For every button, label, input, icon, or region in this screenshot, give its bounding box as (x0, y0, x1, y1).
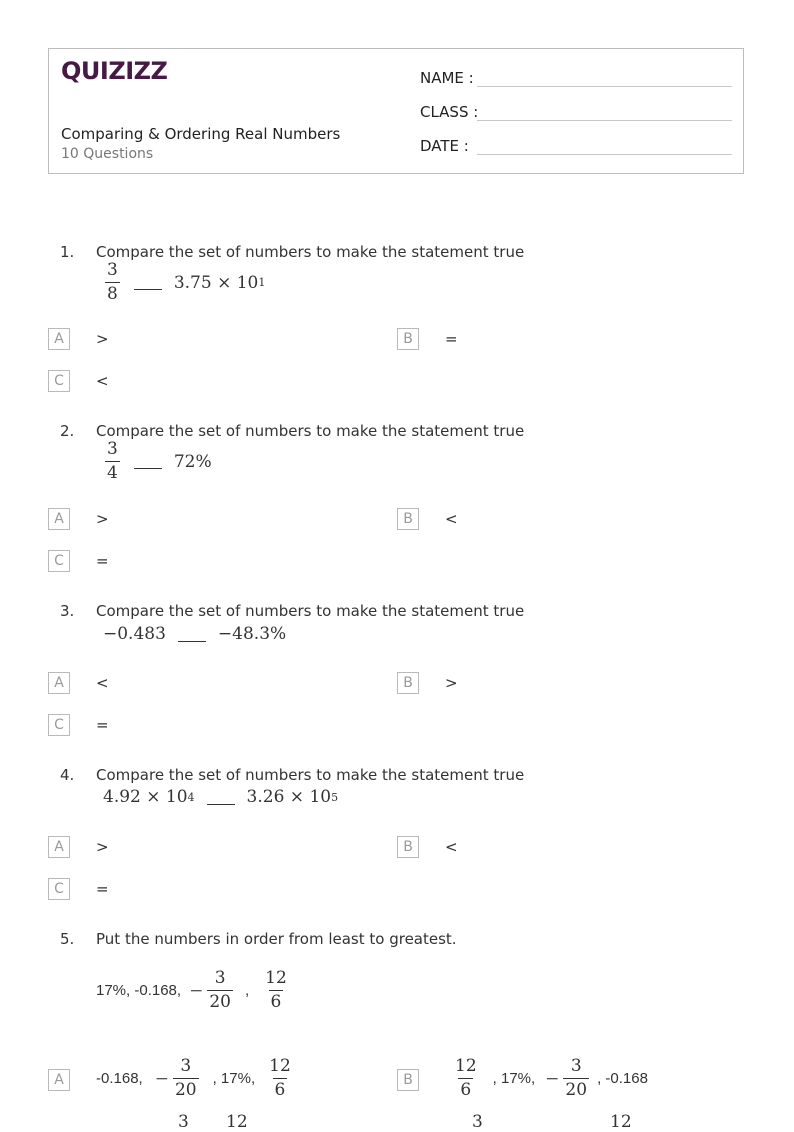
option-b-text: < (445, 510, 458, 528)
answer-blank (134, 454, 162, 469)
fraction: $\frac{12}{6}$ (455, 1056, 477, 1100)
option-c-text: < (96, 372, 109, 390)
fraction: $\frac{3}{20}$ (209, 968, 231, 1012)
name-line[interactable] (477, 70, 732, 87)
option-a-text: > (96, 838, 109, 856)
fraction: $\frac{3}{8}$ (107, 260, 118, 304)
right-value: 72% (173, 451, 212, 472)
question-5-number: 5. (60, 930, 75, 948)
right-value: 3.75 × 10 (173, 272, 259, 293)
fraction: $\frac{12}{6}$ (269, 1056, 291, 1100)
option-d-partial-fraction: 3 (472, 1112, 483, 1132)
right-exponent: 5 (331, 790, 339, 804)
option-a-text: -0.168, − $\frac{3}{20}$ , 17%, $\frac{12}{6}$ (96, 1056, 291, 1100)
option-a-text: < (96, 674, 109, 692)
question-3-math (103, 624, 286, 644)
left-value: 4.92 × 10 (103, 787, 188, 807)
question-5-sequence: 17%, -0.168, − $\frac{3}{20}$ , $\frac{12}{6}$ (96, 968, 287, 1012)
class-line[interactable] (477, 104, 732, 121)
option-c-partial-fraction: 12 (226, 1112, 248, 1132)
option-b-box[interactable]: B (397, 836, 419, 858)
option-b-box[interactable]: B (397, 672, 419, 694)
question-3-number: 3. (60, 602, 75, 620)
left-value: −0.483 (103, 624, 166, 644)
fraction: $\frac{3}{20}$ (565, 1056, 588, 1100)
option-b-text: > (445, 674, 458, 692)
option-a-box[interactable]: A (48, 672, 70, 694)
worksheet-title: Comparing & Ordering Real Numbers (61, 125, 341, 143)
option-d-partial-fraction: 12 (610, 1112, 632, 1132)
option-a-box[interactable]: A (48, 328, 70, 350)
option-b-box[interactable]: B (397, 508, 419, 530)
right-value: 3.26 × 10 (246, 787, 332, 807)
option-c-box[interactable]: C (48, 370, 70, 392)
option-a-box[interactable]: A (48, 1069, 70, 1091)
question-1-number: 1. (60, 243, 75, 261)
answer-blank (134, 275, 162, 290)
fraction: $\frac{3}{20}$ (174, 1056, 197, 1100)
class-label: CLASS : (420, 103, 479, 121)
option-c-box[interactable]: C (48, 714, 70, 736)
right-value: −48.3% (217, 624, 287, 644)
option-c-partial-fraction: 3 (178, 1112, 189, 1132)
option-c-box[interactable]: C (48, 878, 70, 900)
date-line[interactable] (477, 138, 732, 155)
name-label: NAME : (420, 69, 474, 87)
option-b-text: < (445, 838, 458, 856)
option-a-box[interactable]: A (48, 508, 70, 530)
class-field[interactable] (420, 103, 732, 121)
left-exponent: 4 (187, 790, 195, 804)
fraction: $\frac{3}{4}$ (107, 439, 118, 483)
option-c-text: = (96, 880, 109, 898)
question-2-math (103, 441, 212, 482)
date-field[interactable] (420, 137, 732, 155)
question-4-math (103, 787, 338, 807)
answer-blank (178, 627, 206, 642)
question-1-text: Compare the set of numbers to make the statement true (96, 243, 525, 261)
question-1-math (103, 262, 265, 303)
question-5-text: Put the numbers in order from least to greatest. (96, 930, 457, 948)
name-field[interactable] (420, 69, 732, 87)
quizizz-logo: QUIZIZZ (61, 57, 168, 85)
option-c-text: = (96, 716, 109, 734)
question-count: 10 Questions (61, 146, 154, 162)
option-b-text: = (445, 330, 458, 348)
answer-blank (207, 790, 235, 805)
question-3-text: Compare the set of numbers to make the statement true (96, 602, 525, 620)
option-a-box[interactable]: A (48, 836, 70, 858)
option-a-text: > (96, 510, 109, 528)
fraction: $\frac{12}{6}$ (265, 968, 287, 1012)
question-4-number: 4. (60, 766, 75, 784)
right-exponent: 1 (258, 276, 266, 289)
worksheet-header (48, 48, 744, 174)
option-b-box[interactable]: B (397, 328, 419, 350)
question-2-number: 2. (60, 422, 75, 440)
option-c-box[interactable]: C (48, 550, 70, 572)
question-4-text: Compare the set of numbers to make the statement true (96, 766, 525, 784)
option-c-text: = (96, 552, 109, 570)
option-a-text: > (96, 330, 109, 348)
date-label: DATE : (420, 137, 469, 155)
question-2-text: Compare the set of numbers to make the statement true (96, 422, 525, 440)
option-b-box[interactable]: B (397, 1069, 419, 1091)
option-b-text: $\frac{12}{6}$ , 17%, − $\frac{3}{20}$ , -0.168 (455, 1056, 648, 1100)
